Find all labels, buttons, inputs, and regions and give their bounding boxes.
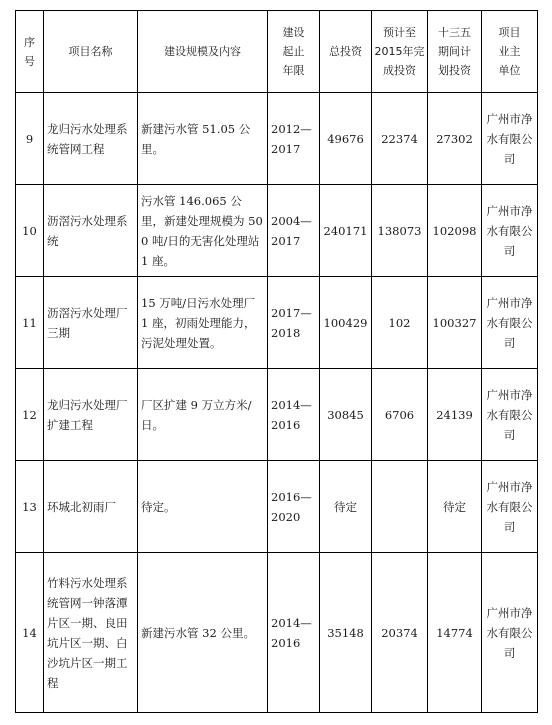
header-done2015: 预计至2015年完成投资 (372, 11, 428, 93)
header-total: 总投资 (320, 11, 372, 93)
row-plan13: 27302 (428, 93, 482, 185)
row-plan13: 待定 (428, 461, 482, 553)
table-row (16, 185, 538, 277)
table-row (16, 553, 538, 713)
row-name: 竹料污水处理系统管网一钟落潭片区一期、良田坑片区一期、白沙坑片区一期工程 (44, 553, 138, 713)
row-period: 2014—2016 (268, 553, 320, 713)
row-seq: 11 (16, 277, 44, 369)
row-seq: 10 (16, 185, 44, 277)
row-seq: 14 (16, 553, 44, 713)
table-row (16, 93, 538, 185)
header-row (16, 11, 538, 93)
row-plan13: 100327 (428, 277, 482, 369)
header-period: 建设起止年限 (268, 11, 320, 93)
header-scope: 建设规模及内容 (138, 11, 268, 93)
row-owner: 广州市净水有限公司 (482, 461, 538, 553)
row-done2015: 20374 (372, 553, 428, 713)
investment-table (15, 10, 538, 713)
row-scope: 新建污水管 51.05 公里。 (138, 93, 268, 185)
row-owner: 广州市净水有限公司 (482, 369, 538, 461)
row-done2015: 6706 (372, 369, 428, 461)
row-scope: 污水管 146.065 公里，新建处理规模为 500 吨/日的无害化处理站 1 座。 (138, 185, 268, 277)
row-total: 240171 (320, 185, 372, 277)
row-plan13: 14774 (428, 553, 482, 713)
row-scope: 15 万吨/日污水处理厂 1 座，初雨处理能力，污泥处理处置。 (138, 277, 268, 369)
header-seq: 序号 (16, 11, 44, 93)
row-name: 沥滘污水处理厂三期 (44, 277, 138, 369)
row-done2015: 138073 (372, 185, 428, 277)
row-period: 2004—2017 (268, 185, 320, 277)
row-name: 环城北初雨厂 (44, 461, 138, 553)
row-owner: 广州市净水有限公司 (482, 93, 538, 185)
row-done2015: 22374 (372, 93, 428, 185)
row-name: 龙归污水处理厂扩建工程 (44, 369, 138, 461)
row-total: 35148 (320, 553, 372, 713)
row-total: 100429 (320, 277, 372, 369)
row-period: 2014—2016 (268, 369, 320, 461)
row-scope: 厂区扩建 9 万立方米/日。 (138, 369, 268, 461)
row-seq: 13 (16, 461, 44, 553)
row-scope: 待定。 (138, 461, 268, 553)
row-name: 龙归污水处理系统管网工程 (44, 93, 138, 185)
row-total: 30845 (320, 369, 372, 461)
row-seq: 9 (16, 93, 44, 185)
header-name: 项目名称 (44, 11, 138, 93)
row-plan13: 24139 (428, 369, 482, 461)
row-period: 2016—2020 (268, 461, 320, 553)
row-scope: 新建污水管 32 公里。 (138, 553, 268, 713)
row-plan13: 102098 (428, 185, 482, 277)
row-done2015: 102 (372, 277, 428, 369)
row-owner: 广州市净水有限公司 (482, 277, 538, 369)
row-name: 沥滘污水处理系统 (44, 185, 138, 277)
row-period: 2017—2018 (268, 277, 320, 369)
header-plan13: 十三五期间计划投资 (428, 11, 482, 93)
table-row (16, 461, 538, 553)
row-done2015 (372, 461, 428, 553)
row-owner: 广州市净水有限公司 (482, 185, 538, 277)
row-period: 2012—2017 (268, 93, 320, 185)
table-row (16, 277, 538, 369)
row-seq: 12 (16, 369, 44, 461)
table-row (16, 369, 538, 461)
row-owner: 广州市净水有限公司 (482, 553, 538, 713)
row-total: 待定 (320, 461, 372, 553)
row-total: 49676 (320, 93, 372, 185)
header-owner: 项目业主单位 (482, 11, 538, 93)
